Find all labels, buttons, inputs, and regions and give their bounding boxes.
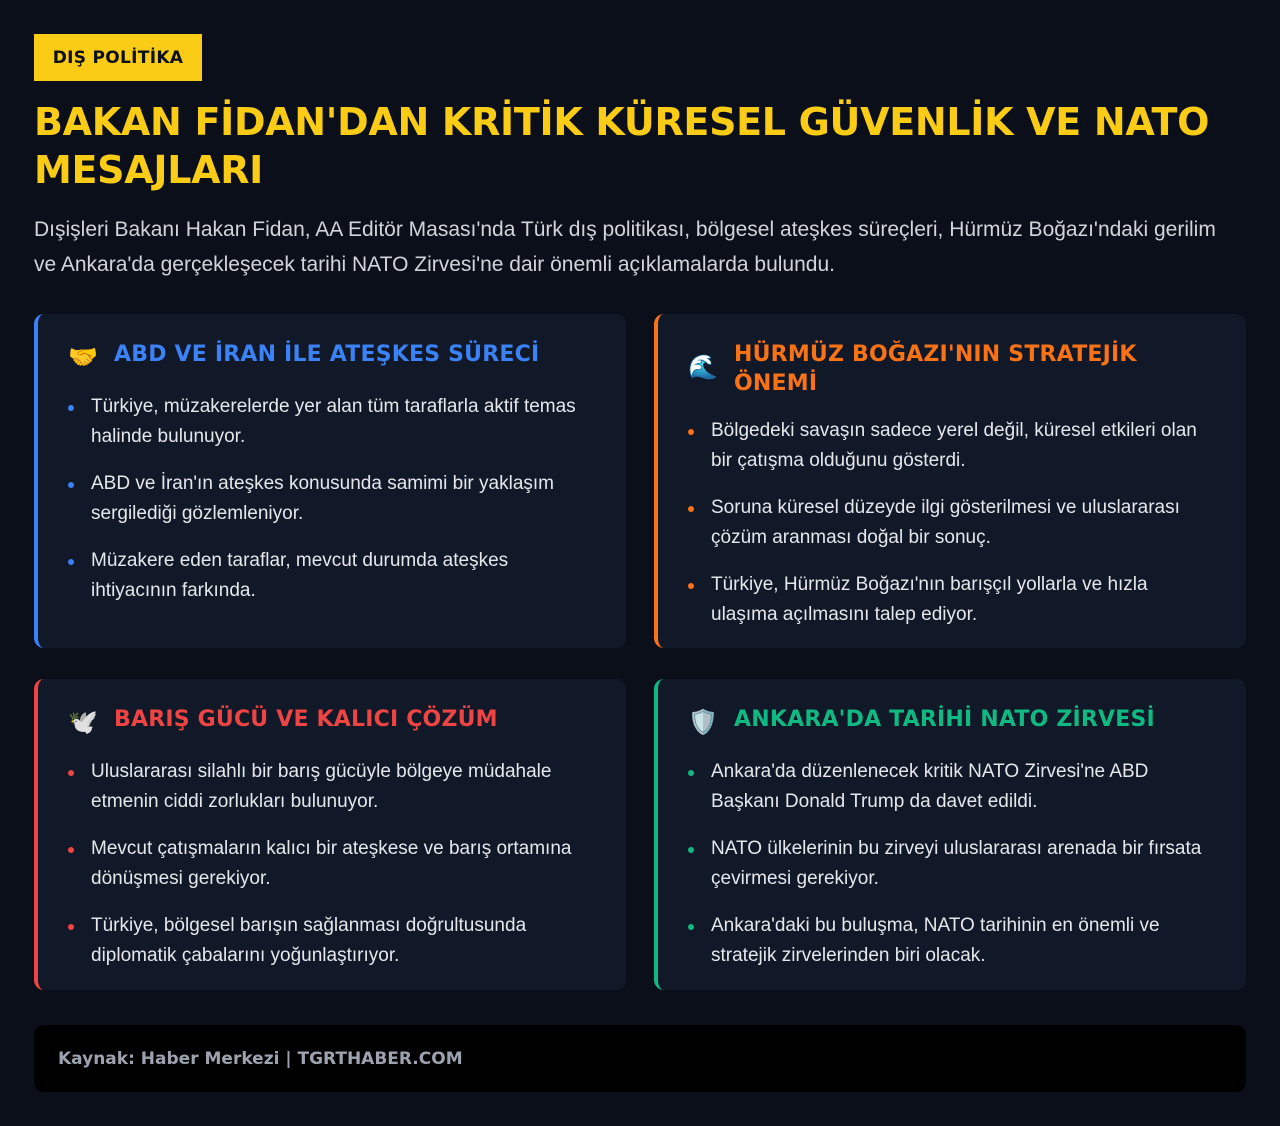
card-peacekeeping (34, 679, 626, 990)
list-item: Mevcut çatışmaların kalıcı bir ateşkese ve barış ortamına dönüşmesi gerekiyor. (66, 834, 596, 894)
list-item: Türkiye, müzakerelerde yer alan tüm taraflarla aktif temas halinde bulunuyor. (66, 392, 596, 452)
category-badge: DIŞ POLİTİKA (34, 34, 202, 81)
list-item: Bölgedeki savaşın sadece yerel değil, küresel etkileri olan bir çatışma olduğunu gösterdi. (686, 416, 1216, 476)
handshake-icon: 🤝 (68, 343, 98, 371)
wave-icon: 🌊 (688, 353, 718, 381)
card-title: ANKARA'DA TARİHİ NATO ZİRVESİ (734, 707, 1155, 732)
list-item: Soruna küresel düzeyde ilgi gösterilmesi ve uluslararası çözüm aranması doğal bir sonuç. (686, 493, 1216, 553)
card-nato-summit (654, 679, 1246, 990)
list-item: Ankara'daki bu buluşma, NATO tarihinin en önemli ve stratejik zirvelerinden biri olacak. (686, 911, 1216, 971)
headline: BAKAN FİDAN'DAN KRİTİK KÜRESEL GÜVENLİK VE NATO MESAJLARI (34, 100, 1210, 192)
card-hormuz (654, 314, 1246, 648)
lead-paragraph: Dışişleri Bakanı Hakan Fidan, AA Editör Masası'nda Türk dış politikası, bölgesel ateşkes süreçleri, Hürmüz Boğazı'ndaki gerilim ve Ankara'da gerçekleşecek tarihi NATO Zirvesi'ne dair önemli açıklamalarda bulundu. (34, 218, 1216, 276)
list-item: Müzakere eden taraflar, mevcut durumda ateşkes ihtiyacının farkında. (66, 546, 596, 606)
bullet-list (686, 757, 1216, 971)
shield-icon: 🛡️ (688, 708, 718, 736)
card-title: ABD VE İRAN İLE ATEŞKES SÜRECİ (114, 342, 540, 367)
bullet-list (686, 416, 1216, 630)
list-item: Türkiye, Hürmüz Boğazı'nın barışçıl yollarla ve hızla ulaşıma açılmasını talep ediyor. (686, 570, 1216, 630)
bullet-list (66, 757, 596, 971)
card-ceasefire (34, 314, 626, 648)
source-footer: Kaynak: Haber Merkezi | TGRTHABER.COM (34, 1025, 1246, 1092)
list-item: Ankara'da düzenlenecek kritik NATO Zirvesi'ne ABD Başkanı Donald Trump da davet edildi. (686, 757, 1216, 817)
list-item: ABD ve İran'ın ateşkes konusunda samimi bir yaklaşım sergilediği gözlemleniyor. (66, 469, 596, 529)
card-title: BARIŞ GÜCÜ VE KALICI ÇÖZÜM (114, 707, 498, 732)
list-item: Uluslararası silahlı bir barış gücüyle bölgeye müdahale etmenin ciddi zorlukları bulunuyor. (66, 757, 596, 817)
bullet-list (66, 392, 596, 606)
card-title: HÜRMÜZ BOĞAZI'NIN STRATEJİK ÖNEMİ (734, 342, 1137, 396)
list-item: NATO ülkelerinin bu zirveyi uluslararası arenada bir fırsata çevirmesi gerekiyor. (686, 834, 1216, 894)
dove-icon: 🕊️ (68, 708, 98, 736)
list-item: Türkiye, bölgesel barışın sağlanması doğrultusunda diplomatik çabalarını yoğunlaştırıyor. (66, 911, 596, 971)
